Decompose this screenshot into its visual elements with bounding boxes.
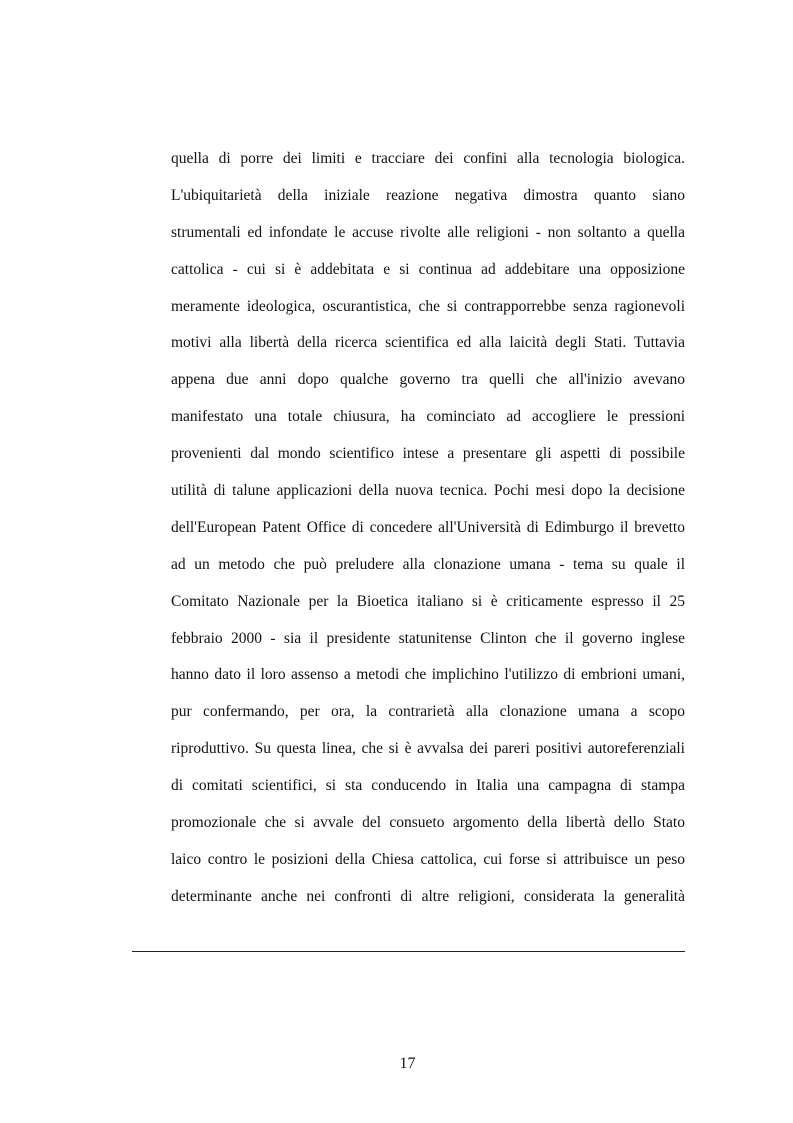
text-line: febbraio 2000 - sia il presidente statunitense Clinton che il governo inglese [171, 629, 685, 647]
text-line: promozionale che si avvale del consueto argomento della libertà dello Stato [171, 814, 685, 832]
text-line: determinante anche nei confronti di altre religioni, considerata la generalità [171, 887, 685, 905]
text-line: di comitati scientifici, si sta conducendo in Italia una campagna di stampa [171, 777, 685, 795]
text-line: utilità di talune applicazioni della nuova tecnica. Pochi mesi dopo la decisione [171, 482, 685, 500]
text-line: meramente ideologica, oscurantistica, che si contrapporrebbe senza ragionevoli [171, 297, 685, 315]
page-number: 17 [399, 1055, 416, 1072]
text-line: pur confermando, per ora, la contrarietà alla clonazione umana a scopo [171, 703, 685, 721]
text-line: provenienti dal mondo scientifico intese a presentare gli aspetti di possibile [171, 445, 685, 463]
body-paragraph [171, 149, 685, 924]
text-line: ad un metodo che può preludere alla clonazione umana - tema su quale il [171, 555, 685, 573]
footnote-separator-rule [132, 951, 685, 952]
text-line: strumentali ed infondate le accuse rivolte alle religioni - non soltanto a quella [171, 223, 685, 241]
text-line: laico contro le posizioni della Chiesa cattolica, cui forse si attribuisce un peso [171, 850, 685, 868]
text-line: appena due anni dopo qualche governo tra quelli che all'inizio avevano [171, 371, 685, 389]
text-line: motivi alla libertà della ricerca scientifica ed alla laicità degli Stati. Tuttavia [171, 334, 685, 352]
text-line: hanno dato il loro assenso a metodi che implichino l'utilizzo di embrioni umani, [171, 666, 685, 684]
text-line: manifestato una totale chiusura, ha cominciato ad accogliere le pressioni [171, 408, 685, 426]
text-line: dell'European Patent Office di concedere all'Università di Edimburgo il brevetto [171, 518, 685, 536]
text-line: riproduttivo. Su questa linea, che si è avvalsa dei pareri positivi autoreferenziali [171, 740, 685, 758]
text-line: L'ubiquitarietà della iniziale reazione negativa dimostra quanto siano [171, 186, 685, 204]
text-line: Comitato Nazionale per la Bioetica italiano si è criticamente espresso il 25 [171, 592, 685, 610]
text-line: cattolica - cui si è addebitata e si continua ad addebitare una opposizione [171, 260, 685, 278]
text-line: quella di porre dei limiti e tracciare dei confini alla tecnologia biologica. [171, 150, 685, 167]
